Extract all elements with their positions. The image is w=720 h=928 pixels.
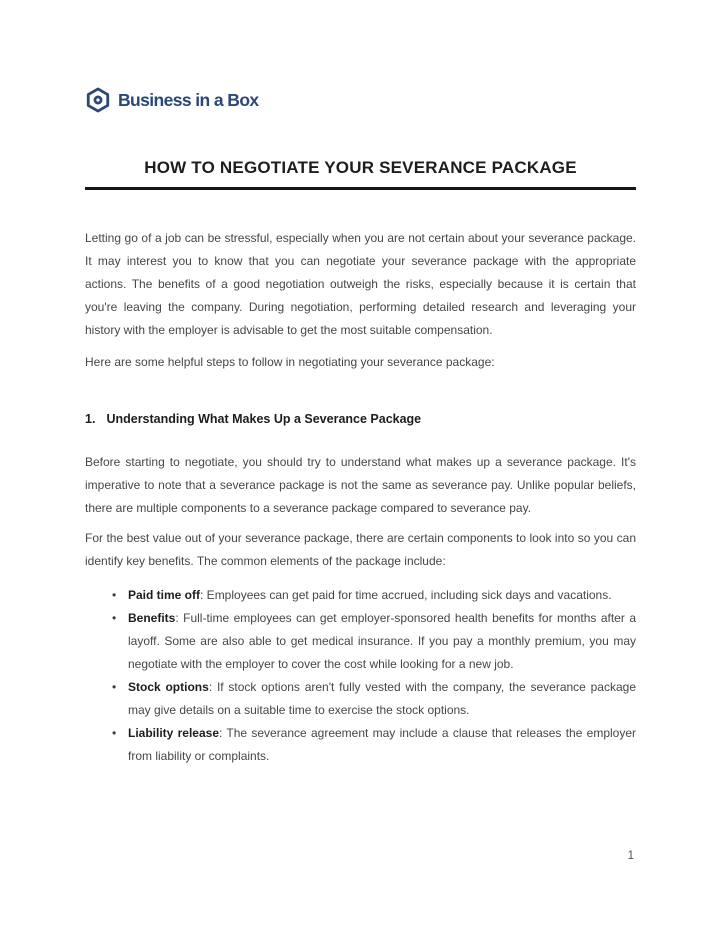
- section-paragraph: Before starting to negotiate, you should try to understand what makes up a severance package. It's imperative to note that a severance package is not the same as severance pay. Unlike popular beliefs, there are multiple components to a severance package compared to severance pay.: [85, 455, 636, 515]
- brand-logo: [85, 86, 636, 114]
- bullet-term: Benefits: [128, 611, 176, 625]
- bullet-text: : Employees can get paid for time accrued, including sick days and vacations.: [200, 588, 612, 602]
- section-heading-text: Understanding What Makes Up a Severance Package: [106, 412, 422, 426]
- list-item: [85, 584, 636, 607]
- section-heading: [85, 412, 636, 426]
- document-title: HOW TO NEGOTIATE YOUR SEVERANCE PACKAGE: [144, 158, 577, 177]
- bullet-text: : If stock options aren't fully vested with the company, the severance package may give details on a suitable time to exercise the stock options.: [128, 680, 637, 717]
- intro-paragraph: Letting go of a job can be stressful, especially when you are not certain about your severance package. It may interest you to know that you can negotiate your severance package with the appropriate actions. The benefits of a good negotiation outweigh the risks, especially because it is certain that you're leaving the company. During negotiation, performing detailed research and leveraging your history with the employer is advisable to get the most suitable compensation.: [85, 231, 636, 337]
- list-item: [85, 722, 636, 768]
- title-divider: [85, 187, 636, 190]
- section-number: 1.: [85, 412, 96, 426]
- page-number: 1: [627, 850, 634, 862]
- steps-lead-in-paragraph: Here are some helpful steps to follow in negotiating your severance package:: [85, 355, 495, 369]
- bullet-term: Liability release: [128, 726, 219, 740]
- hexagon-box-icon: [85, 87, 111, 113]
- section-paragraph: For the best value out of your severance package, there are certain components to look into so you can identify key benefits. The common elements of the package include:: [85, 531, 636, 568]
- list-item: [85, 607, 636, 676]
- bullet-text: : The severance agreement may include a clause that releases the employer from liability or complaints.: [128, 726, 637, 763]
- list-item: [85, 676, 636, 722]
- package-elements-list: [85, 584, 636, 768]
- brand-name: Business in a Box: [118, 89, 259, 110]
- bullet-text: : Full-time employees can get employer-sponsored health benefits for months after a layoff. Some are also able to get medical insurance. If you pay a monthly premium, you may negotiate with the employer to cover the cost while looking for a new job.: [128, 611, 636, 671]
- bullet-term: Paid time off: [128, 588, 201, 602]
- bullet-term: Stock options: [128, 680, 209, 694]
